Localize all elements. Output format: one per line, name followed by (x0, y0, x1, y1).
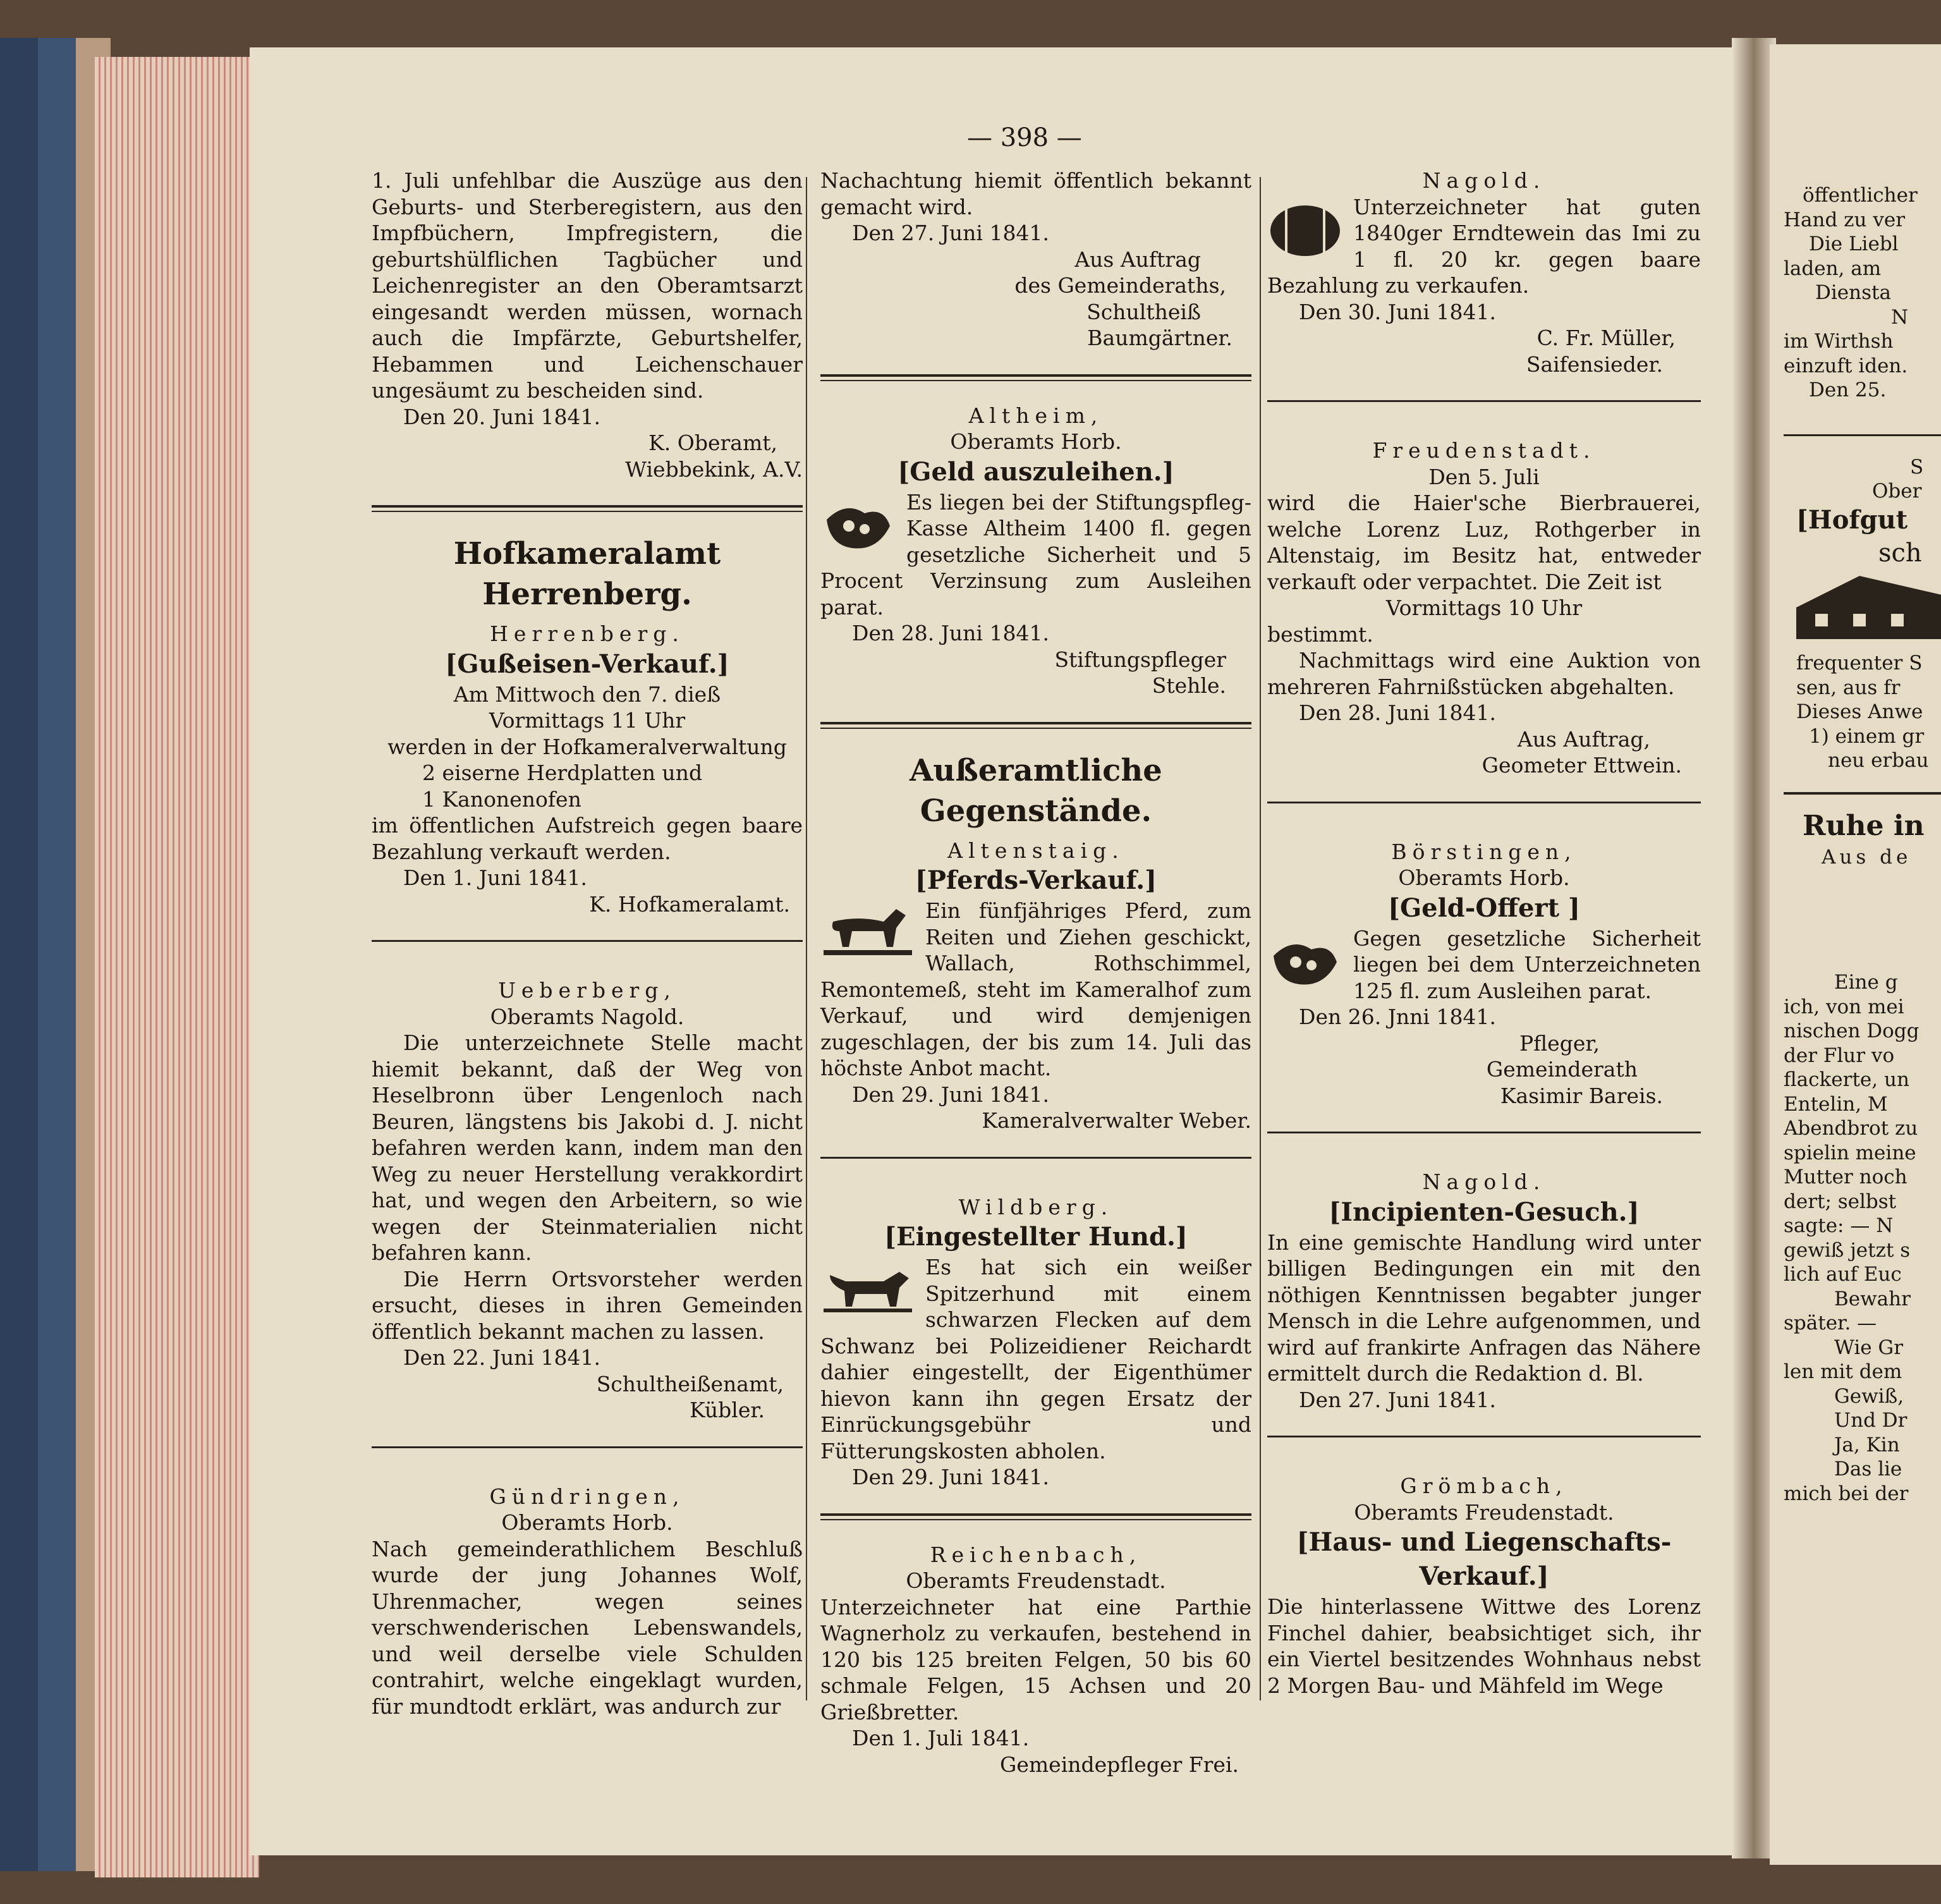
ad-place: Freudenstadt. (1372, 438, 1596, 463)
ad-place: Börstingen, (1391, 839, 1577, 864)
text-line: Ja, Kin (1834, 1433, 1900, 1456)
column-divider (806, 177, 807, 1700)
ad-date: Den 29. Juni 1841. (852, 1465, 1049, 1489)
notice-date: Den 27. Juni 1841. (852, 221, 1049, 245)
text-line: Eine g (1834, 971, 1898, 994)
ad-text: Ein fünfjähriges Pferd, zum Reiten und Ziehen geschickt, Wallach, Rothschimmel, Remontemeß, steht im Kameralhof zum Verkauf, und wird demjenigen zugeschlagen, der bis zum 14. Juli das höchste Anbot macht. (820, 898, 1251, 1080)
text-line: mich bei der (1784, 1482, 1909, 1505)
ad-place: Altenstaig. (947, 838, 1124, 863)
house-icon (1784, 570, 1941, 645)
column-1 (372, 168, 803, 1719)
ad-text: Unterzeichneter hat eine Parthie Wagnerholz zu verkaufen, bestehend in 120 bis 125 breiten Felgen, 50 bis 60 schmale Felgen, 15 Achsen und 20 Grießbretter. (820, 1594, 1251, 1724)
signature: Schultheiß (1086, 299, 1201, 324)
ad-line: Vormittags 11 Uhr (489, 708, 686, 733)
ad-date: Den 28. Juni 1841. (852, 621, 1049, 645)
section-rule (820, 374, 1251, 381)
ad-text: Die hinterlassene Wittwe des Lorenz Finchel dahier, beabsichtiget sich, ihr ein Viertel besitzendes Wohnhaus nebst 2 Morgen Bau- und Mähfeld im Wege (1267, 1594, 1701, 1698)
horse-icon (820, 903, 915, 960)
signature: Aus Auftrag (1074, 247, 1201, 272)
section-rule (1267, 1132, 1701, 1133)
ad-title: [Pferds-Verkauf.] (915, 865, 1157, 895)
text-line: sagte: — N (1784, 1214, 1894, 1237)
text-line: [Hofgut (1796, 504, 1908, 535)
right-page (1770, 44, 1941, 1865)
text-line: einzuft iden. (1784, 354, 1908, 377)
section-rule (820, 722, 1251, 729)
ad-signature: Saifensieder. (1526, 351, 1663, 377)
right-page-text (1784, 183, 1941, 1506)
text-line: Hand zu ver (1784, 208, 1906, 231)
notice-date: Den 20. Juni 1841. (403, 404, 600, 429)
text-line: Dieses Anwe (1796, 700, 1923, 723)
ad-text: Nach gemeinderathlichem Beschluß wurde der jung Johannes Wolf, Uhrenmacher, wegen seines verschwenderischen Lebenswandels, und weil derselbe viele Schulden contrahirt, welche eingeklagt wurden, für mundtodt erklärt, was andurch zur (372, 1536, 803, 1719)
barrel-icon (1267, 199, 1343, 262)
ad-subplace: Oberamts Horb. (501, 1510, 673, 1535)
ad-text: Unterzeichneter hat guten 1840ger Erndtewein das Imi zu 1 fl. 20 kr. gegen baare Bezahlung zu verkaufen. (1267, 194, 1701, 298)
ad-signature: Aus Auftrag, (1517, 726, 1650, 752)
ad-date: Den 29. Juni 1841. (852, 1082, 1049, 1107)
ad-subplace: Oberamts Horb. (1398, 865, 1570, 890)
ad-date: Den 30. Juni 1841. (1299, 299, 1496, 324)
text-line: laden, am (1784, 257, 1882, 280)
ad-text: In eine gemischte Handlung wird unter billigen Bedingungen ein mit den nöthigen Kenntnissen begabter junger Mensch in die Lehre aufgenommen, und wird auf frankirte Anfragen das Nähere ermittelt durch die Redaktion d. Bl. (1267, 1230, 1701, 1386)
ad-title: [Eingestellter Hund.] (884, 1222, 1188, 1252)
text-line: später. — (1784, 1312, 1877, 1334)
section-rule (1267, 802, 1701, 803)
ad-line: Den 5. Juli (1428, 464, 1540, 489)
ad-place: Ueberberg, (498, 978, 676, 1003)
ad-signature: Schultheißenamt, (596, 1371, 784, 1396)
ad-place: Reichenbach, (930, 1542, 1142, 1567)
ad-place: Nagold. (1422, 1169, 1546, 1194)
text-line: Ober (1872, 480, 1922, 503)
ad-text: im öffentlichen Aufstreich gegen baare Bezahlung verkauft werden. (372, 813, 803, 864)
text-line: ich, von mei (1784, 995, 1904, 1018)
text-line: sch (1878, 538, 1922, 568)
grapes-icon (1267, 931, 1343, 994)
text-line: frequenter S (1796, 652, 1923, 674)
ad-date: Den 28. Juni 1841. (1299, 700, 1496, 725)
text-line: S (1910, 455, 1924, 479)
ad-date: Den 26. Jnni 1841. (1299, 1004, 1496, 1029)
ad-title: [Gußeisen-Verkauf.] (445, 649, 729, 679)
section-rule (820, 1513, 1251, 1520)
text-line: Ruhe in (1803, 809, 1925, 842)
ad-text: Gegen gesetzliche Sicherheit liegen bei dem Unterzeichneten 125 fl. zum Ausleihen parat. (1353, 925, 1701, 1003)
ad-line: 2 eiserne Herdplatten und (422, 760, 703, 785)
dog-icon (820, 1259, 915, 1316)
text-line: Mutter noch (1784, 1166, 1908, 1188)
signature: Wiebbekink, A.V. (625, 456, 803, 482)
ad-date: Den 22. Juni 1841. (403, 1345, 600, 1370)
ad-line: bestimmt. (1267, 621, 1373, 647)
text-line: Bewahr (1834, 1287, 1911, 1310)
ad-text: Nachmittags wird eine Auktion von mehreren Fahrnißstücken abgehalten. (1267, 648, 1701, 699)
ad-line: Am Mittwoch den 7. dieß (453, 681, 721, 707)
text-line: Die Liebl (1809, 233, 1899, 255)
book-spine (0, 38, 111, 1871)
text-line: 1) einem gr (1809, 724, 1925, 748)
ad-subplace: Oberamts Nagold. (490, 1004, 685, 1029)
text-line: Abendbrot zu (1784, 1117, 1918, 1140)
text-line: Diensta (1815, 281, 1891, 304)
text-line: lich auf Euc (1784, 1263, 1902, 1286)
ad-date: Den 1. Juni 1841. (403, 865, 587, 890)
ad-signature: K. Hofkameralamt. (589, 891, 790, 917)
ad-place: Nagold. (1422, 168, 1546, 193)
ad-place: Gündringen, (489, 1484, 685, 1509)
ad-subplace: Oberamts Freudenstadt. (1354, 1499, 1614, 1525)
section-rule (1267, 400, 1701, 402)
page-edges (95, 57, 259, 1877)
notice-text: 1. Juli unfehlbar die Auszüge aus den Geburts- und Sterberegistern, aus den Impfbüchern, Impfregistern, die geburtshülflichen Tagbücher und Leichenregister an den Oberamtsarzt eingesandt werden müssen, wornach auch die Impfärzte, Geburtshelfer, Hebammen und Leichenschauer ungesäumt zu bescheiden sind. (372, 168, 803, 403)
ad-title: [Haus- und Liegenschafts-Verkauf.] (1296, 1527, 1672, 1591)
ad-subplace: Oberamts Freudenstadt. (906, 1568, 1166, 1593)
text-line: flackerte, un (1784, 1068, 1909, 1091)
ad-title: [Incipienten-Gesuch.] (1329, 1197, 1640, 1227)
section-rule (1784, 792, 1941, 795)
ad-place: Wildberg. (958, 1194, 1114, 1219)
ad-signature: C. Fr. Müller, (1536, 326, 1676, 350)
text-line: Wie Gr (1834, 1336, 1904, 1359)
signature: des Gemeinderaths, (1014, 273, 1226, 298)
ad-text: Es liegen bei der Stiftungspfleg-Kasse Altheim 1400 fl. gegen gesetzliche Sicherheit und 5 Procent Verzinsung zum Ausleihen parat. (820, 489, 1251, 619)
ad-title: [Geld auszuleihen.] (897, 456, 1174, 487)
ad-line: Vormittags 10 Uhr (1385, 595, 1583, 620)
ad-subplace: Oberamts Horb. (950, 429, 1122, 454)
text-line: der Flur vo (1784, 1044, 1895, 1067)
section-rule (1267, 1436, 1701, 1437)
section-rule (372, 1446, 803, 1448)
ad-signature: Geometer Ettwein. (1482, 753, 1682, 778)
signature: Baumgärtner. (1087, 326, 1232, 350)
section-rule (820, 1157, 1251, 1159)
ad-signature: Stiftungspfleger (1054, 647, 1226, 672)
text-line: öffentlicher (1803, 184, 1918, 207)
section-rule (372, 940, 803, 942)
ad-title: [Geld-Offert ] (1388, 893, 1580, 923)
ad-text: Es hat sich ein weißer Spitzerhund mit einem schwarzen Flecken auf dem Schwanz bei Polizeidiener Reichardt dahier eingestellt, der Eigenthümer hievon kann ihn gegen Ersatz der Einrückungsgebühr und Fütterungskosten abholen. (820, 1255, 1251, 1463)
text-line: dert; selbst (1784, 1190, 1897, 1213)
column-divider (1260, 177, 1261, 1700)
text-line: Den 25. (1809, 379, 1887, 401)
ad-date: Den 27. Juni 1841. (1299, 1387, 1496, 1412)
page-number: — 398 — (967, 123, 1082, 152)
text-line: neu erbau (1828, 749, 1929, 772)
text-line: Entelin, M (1784, 1092, 1888, 1116)
text-line: im Wirthsh (1784, 330, 1894, 353)
grapes-icon (820, 494, 896, 558)
text-line: Aus de (1822, 845, 1912, 869)
section-heading: Hofkameralamt Herrenberg. (453, 536, 721, 612)
text-line: len mit dem (1784, 1360, 1902, 1383)
ad-place: Herrenberg. (490, 621, 685, 646)
text-line: Das lie (1834, 1458, 1902, 1480)
text-line: Gewiß, (1834, 1384, 1904, 1408)
section-rule (372, 505, 803, 512)
ad-place: Altheim, (968, 403, 1104, 428)
ad-signature: Kübler. (689, 1398, 765, 1422)
ad-signature: Gemeinderath (1486, 1057, 1638, 1082)
ad-text: Die Herrn Ortsvorsteher werden ersucht, dieses in ihren Gemeinden öffentlich bekannt machen zu lassen. (372, 1266, 803, 1344)
text-line: N (1891, 305, 1909, 329)
ad-text: Die unterzeichnete Stelle macht hiemit bekannt, daß der Weg von Heselbronn über Lengenloch nach Beuren, längstens bis Jakobi d. J. nicht befahren werden kann, indem man den Weg zu neuer Herstellung verakkordirt hat, und wegen den Arbeitern, so wie wegen der Steinmaterialien nicht befahren kann. (372, 1030, 803, 1265)
section-heading: Außeramtliche Gegenstände. (910, 752, 1162, 829)
text-line: gewiß jetzt s (1784, 1238, 1911, 1262)
column-3 (1267, 168, 1701, 1699)
column-2 (820, 168, 1251, 1778)
notice-text: Nachachtung hiemit öffentlich bekannt gemacht wird. (820, 168, 1251, 219)
ad-date: Den 1. Juli 1841. (852, 1726, 1030, 1750)
ad-text: wird die Haier'sche Bierbrauerei, welche Lorenz Luz, Rothgerber in Altenstaig, im Besitz hat, entweder verkauft oder verpachtet. Die Zeit ist (1267, 491, 1701, 594)
ad-signature: Stehle. (1152, 673, 1226, 698)
text-line: sen, aus fr (1796, 676, 1901, 699)
section-rule (1784, 434, 1941, 436)
ad-line: werden in der Hofkameralverwaltung (387, 734, 787, 759)
ad-signature: Gemeindepfleger Frei. (999, 1752, 1239, 1777)
ad-line: 1 Kanonenofen (422, 786, 581, 812)
ad-signature: Kasimir Bareis. (1500, 1083, 1663, 1108)
ad-signature: Kameralverwalter Weber. (982, 1108, 1251, 1133)
ad-signature: Pfleger, (1519, 1030, 1600, 1056)
text-line: nischen Dogg (1784, 1020, 1920, 1042)
text-line: Und Dr (1834, 1409, 1908, 1432)
text-line: spielin meine (1784, 1141, 1916, 1164)
signature: K. Oberamt, (648, 430, 777, 455)
ad-place: Grömbach, (1400, 1474, 1568, 1498)
